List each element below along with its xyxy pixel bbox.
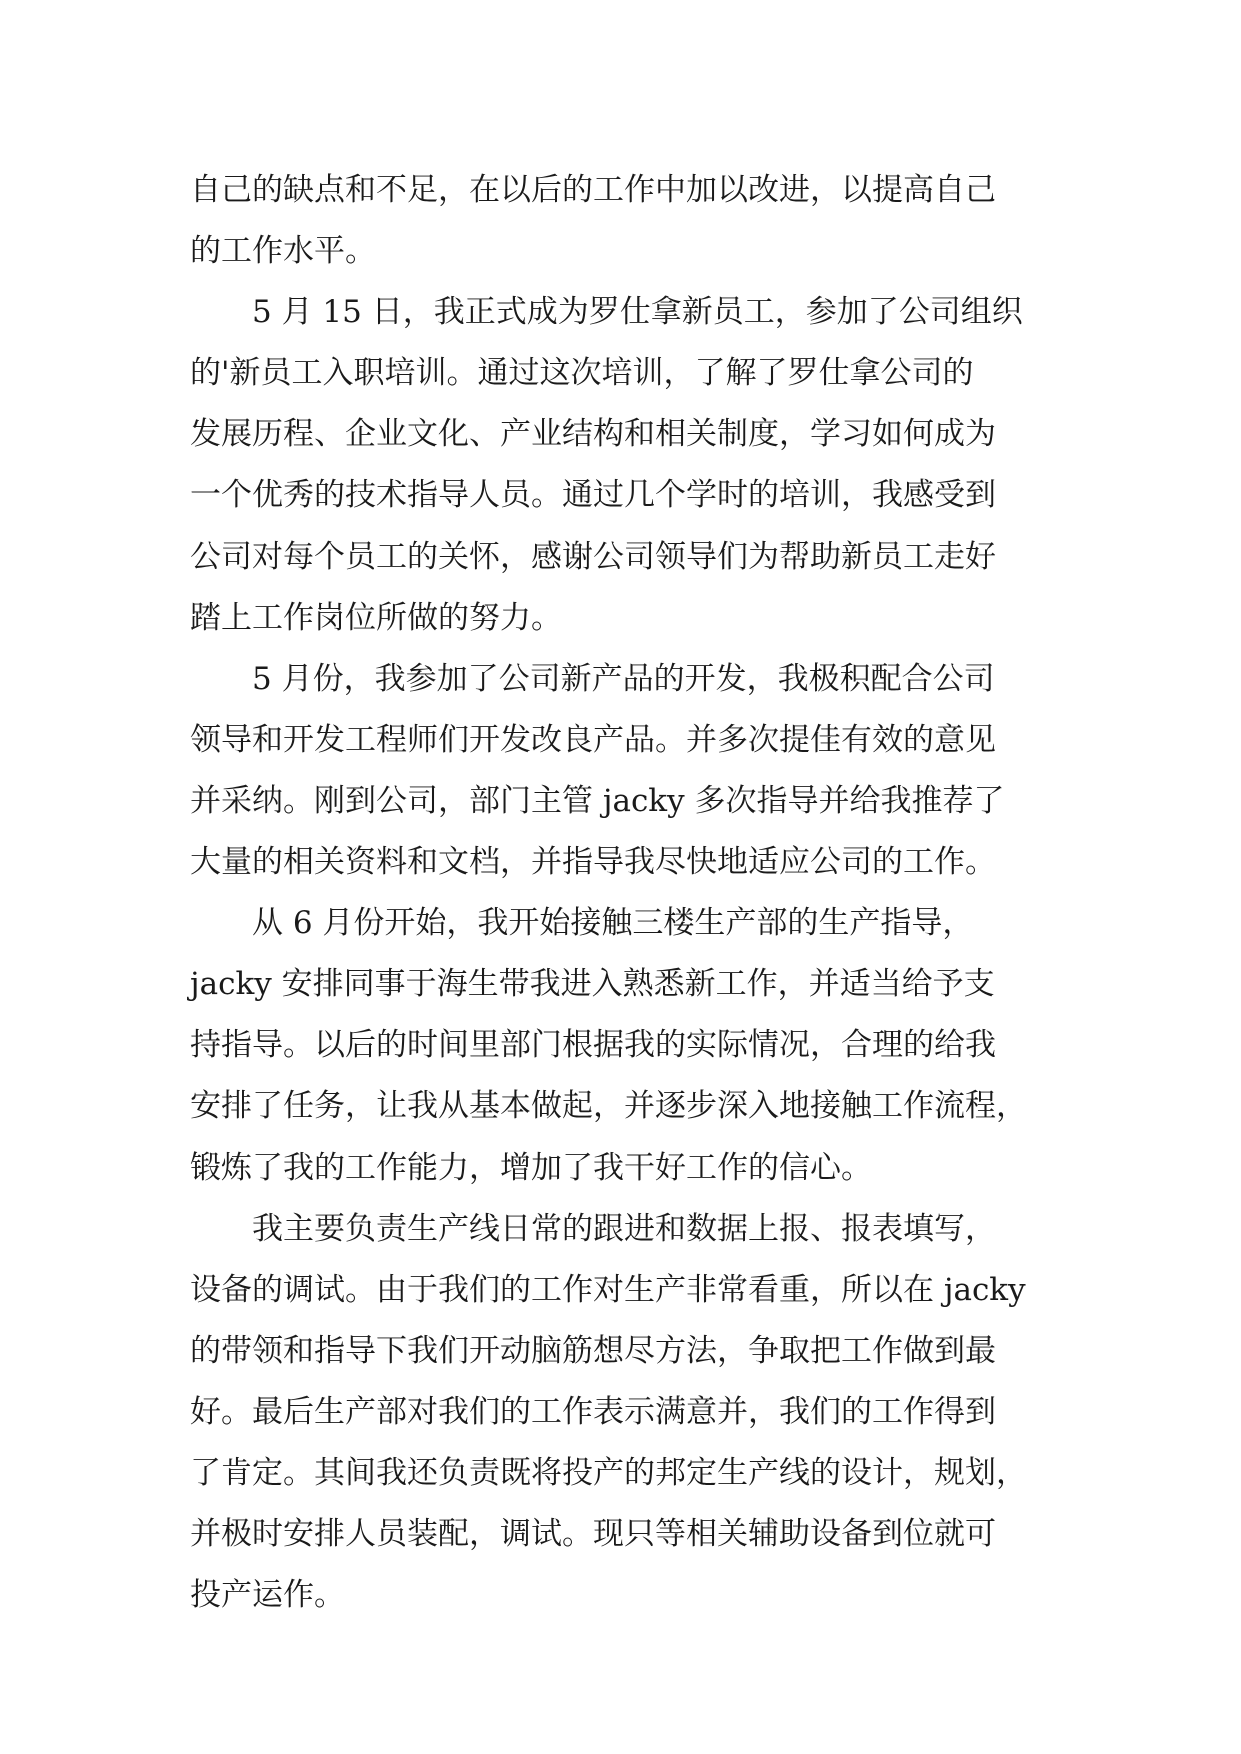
paragraph-4 (190, 893, 1070, 1198)
text-line: 的'新员工入职培训。通过这次培训，了解了罗仕拿公司的 (190, 355, 974, 392)
text-line: 投产运作。 (190, 1577, 345, 1614)
paragraph-3 (190, 649, 1070, 893)
text-line: 自己的缺点和不足，在以后的工作中加以改进，以提高自己 (190, 172, 996, 208)
paragraph-2 (190, 282, 1070, 649)
text-line: 并采纳。刚到公司，部门主管 jacky 多次指导并给我推荐了 (190, 782, 1005, 819)
text-line: 安排了任务，让我从基本做起，并逐步深入地接触工作流程， (190, 1088, 1027, 1125)
document-body (190, 160, 1070, 1626)
text-line: 我主要负责生产线日常的跟进和数据上报、报表填写， (252, 1210, 996, 1247)
text-line: 了肯定。其间我还负责既将投产的邦定生产线的设计，规划， (190, 1454, 1027, 1491)
text-line: 5 月份，我参加了公司新产品的开发，我极积配合公司 (252, 660, 995, 697)
text-line: 公司对每个员工的关怀，感谢公司领导们为帮助新员工走好 (190, 538, 996, 575)
text-line: 大量的相关资料和文档，并指导我尽快地适应公司的工作。 (190, 844, 996, 881)
paragraph-5 (190, 1199, 1070, 1627)
text-line: 从 6 月份开始，我开始接触三楼生产部的生产指导， (252, 905, 974, 942)
text-line: 发展历程、企业文化、产业结构和相关制度，学习如何成为 (190, 416, 996, 453)
text-line: 锻炼了我的工作能力，增加了我干好工作的信心。 (190, 1149, 872, 1186)
text-line: 的工作水平。 (190, 233, 376, 270)
text-line: 5 月 15 日，我正式成为罗仕拿新员工，参加了公司组织 (252, 294, 1023, 331)
text-line: 一个优秀的技术指导人员。通过几个学时的培训，我感受到 (190, 477, 996, 514)
text-line: 领导和开发工程师们开发改良产品。并多次提佳有效的意见 (190, 721, 996, 758)
text-line: 并极时安排人员装配，调试。现只等相关辅助设备到位就可 (190, 1516, 996, 1553)
text-line: jacky 安排同事于海生带我进入熟悉新工作，并适当给予支 (190, 966, 995, 1003)
paragraph-1 (190, 160, 1070, 282)
text-line: 设备的调试。由于我们的工作对生产非常看重，所以在 jacky (190, 1271, 1026, 1308)
text-line: 踏上工作岗位所做的努力。 (190, 599, 562, 636)
text-line: 持指导。以后的时间里部门根据我的实际情况，合理的给我 (190, 1027, 996, 1064)
text-line: 的带领和指导下我们开动脑筋想尽方法，争取把工作做到最 (190, 1332, 996, 1369)
text-line: 好。最后生产部对我们的工作表示满意并，我们的工作得到 (190, 1393, 996, 1430)
